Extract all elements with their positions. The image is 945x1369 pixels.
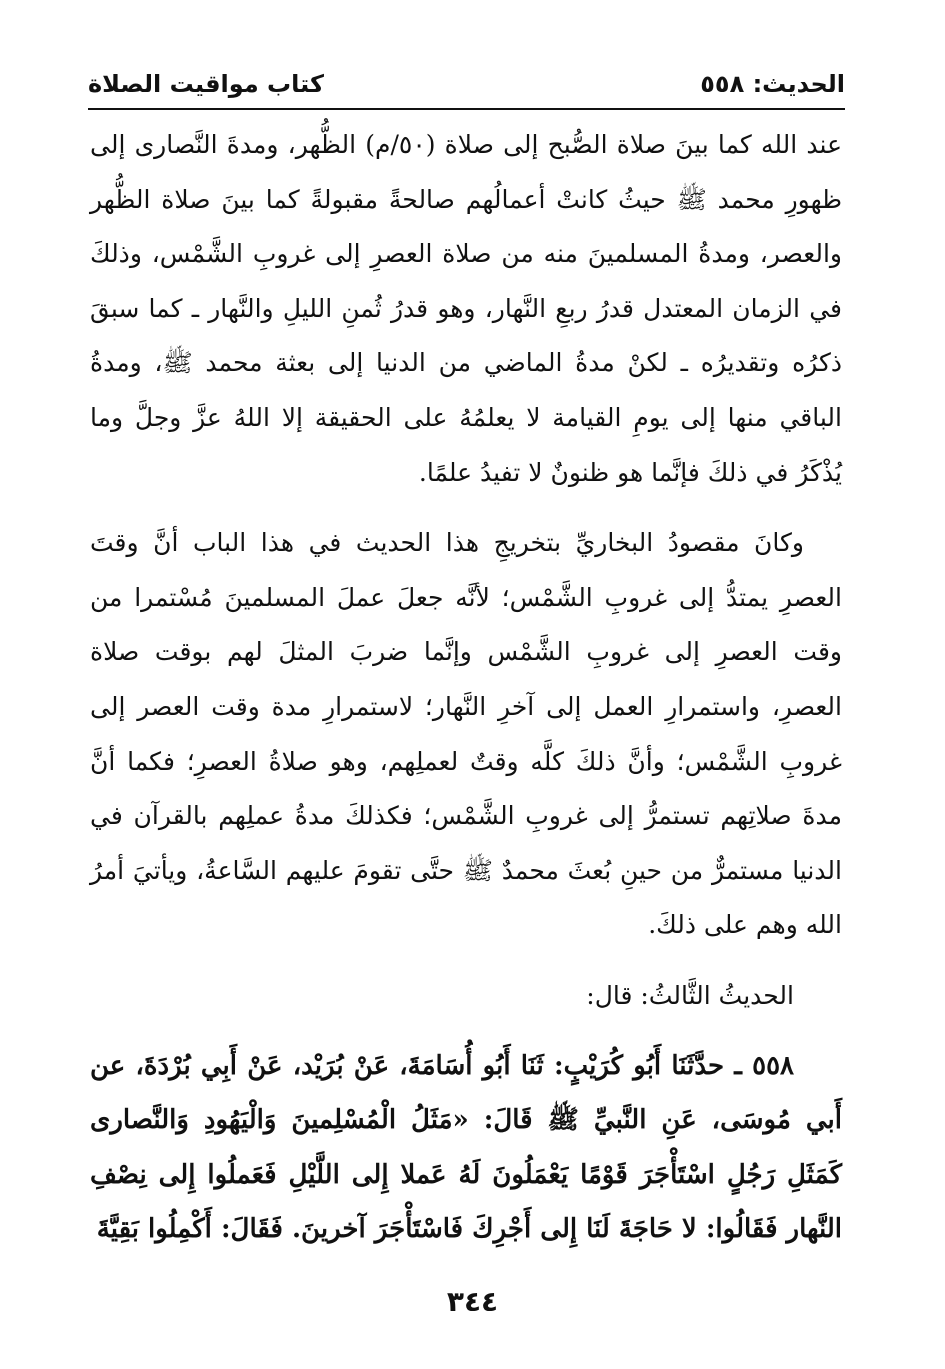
- commentary-paragraph-2: وكانَ مقصودُ البخاريِّ بتخريجِ هذا الحديث في هذا الباب أنَّ وقتَ العصرِ يمتدُّ إلى غروبِ الشَّمْس؛ لأنَّه جعلَ عملَ المسلمينَ مُسْتمرا من وقت العصرِ إلى غروبِ الشَّمْس وإنَّما ضربَ المثلَ لهم بوقت صلاة العصرِ، واستمرارِ العمل إلى آخرِ النَّهار؛ لاستمرارِ مدة وقت العصر إلى غروبِ الشَّمْس؛ وأنَّ ذلكَ كلَّه وقتٌ لعملِهم، وهو صلاةُ العصرِ؛ فكما أنَّ مدةَ صلاتِهم تستمرُّ إلى غروبِ الشَّمْس؛ فكذلكَ مدةُ عملِهم بالقرآن في الدنيا مستمرٌّ من حينِ بُعثَ محمدٌ ﷺ حتَّى تقومَ عليهم السَّاعةُ، ويأتيَ أمرُ الله وهم على ذلكَ.: [90, 528, 842, 940]
- commentary-paragraph-1: عند الله كما بينَ صلاة الصُّبح إلى صلاة (٥٠/م) الظُّهر، ومدةَ النَّصارى إلى ظهورِ محمد ﷺ حيثُ كانتْ أعمالُهم صالحةً مقبولةً كما بينَ صلاة الظُّهر والعصر، ومدةُ المسلمينَ منه من صلاة العصرِ إلى غروبِ الشَّمْس، وذلكَ في الزمان المعتدل قدرُ ربعِ النَّهار، وهو قدرُ ثُمنِ الليلِ والنَّهار ـ كما سبقَ ذكرُه وتقديرُه ـ لكنْ مدةُ الماضي من الدنيا إلى بعثة محمد ﷺ، ومدةُ الباقي منها إلى يومِ القيامة لا يعلمُهُ على الحقيقة إلا اللهُ عزَّ وجلَّ وما يُذْكَرُ في ذلكَ فإنَّما هو ظنونٌ لا تفيدُ علمًا.: [90, 130, 842, 487]
- header-divider: [88, 108, 845, 110]
- hadith-heading: الحديثُ الثَّالثُ: قال:: [586, 980, 794, 1010]
- hadith-number-label: الحديث: ٥٥٨: [700, 70, 845, 98]
- page-header: [88, 66, 845, 110]
- page-number: ٣٤٤: [446, 1285, 499, 1318]
- hadith-text: ٥٥٨ ـ حدَّثَنَا أَبُو كُرَيْبٍ: ثَنَا أَبُو أُسَامَةَ، عَنْ بُرَيْد، عَنْ أَبِي بُرْدَةَ، عن أَبي مُوسَى، عَنِ النَّبيِّ ﷺ قَالَ: «مَثَلُ الْمُسْلِمينَ وَالْيَهُودِ وَالنَّصارى كَمَثَلِ رَجُلٍ اسْتَأْجَرَ قَوْمًا يَعْمَلُونَ لَهُ عَملا إِلى اللَّيْلِ فَعَملُوا إِلى نِصْفِ النَّهار فَقَالُوا: لا حَاجَةَ لَنَا إِلى أَجْرِكَ فَاسْتَأْجَرَ آخرينَ. فَقَالَ: أَكْمِلُوا بَقِيَّةَ: [90, 1050, 842, 1245]
- paragraph-spacer: [90, 1023, 842, 1039]
- book-chapter-title: كتاب مواقيت الصلاة: [88, 70, 324, 98]
- paragraph-spacer: [90, 500, 842, 516]
- page-body: [90, 118, 842, 1257]
- paragraph-spacer: [90, 953, 842, 969]
